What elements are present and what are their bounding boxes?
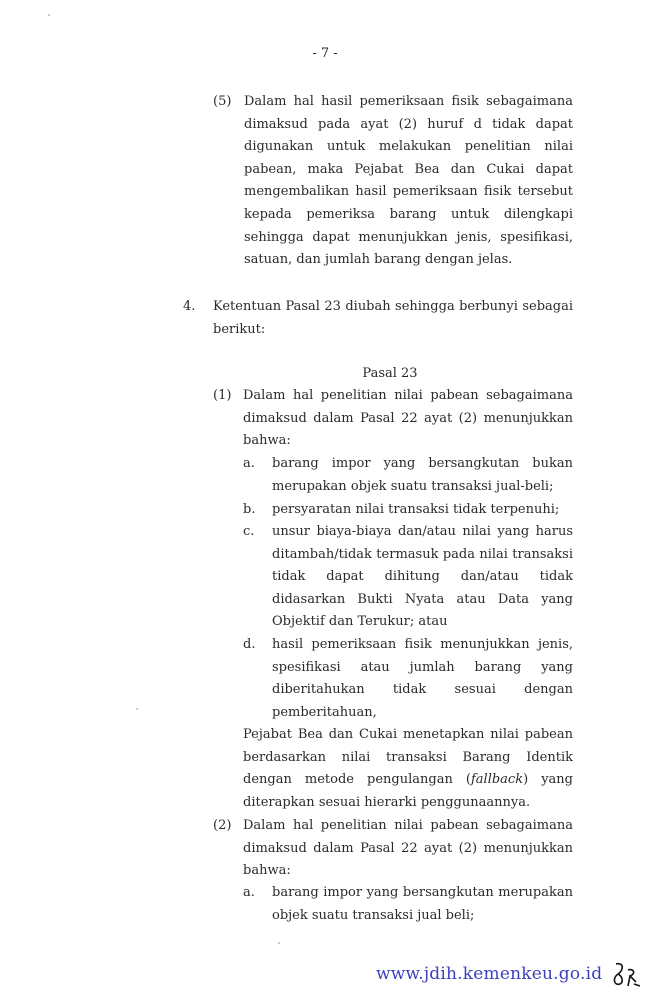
text-line: bahwa: (243, 863, 291, 879)
item-label: c. (243, 524, 255, 539)
item-label: a. (243, 456, 255, 471)
text-segment: ) yang (523, 772, 573, 788)
text-line: hasil pemeriksaan fisik menunjukkan jenis, (272, 637, 573, 652)
text-line: kepada pemeriksa barang untuk dilengkapi (244, 207, 573, 222)
text-line: merupakan objek suatu transaksi jual-beli; (272, 478, 554, 494)
text-line: barang impor yang bersangkutan bukan (272, 456, 573, 471)
pasal-heading: Pasal 23 (362, 366, 418, 381)
text-line: Dalam hal hasil pemeriksaan fisik sebagaimana (244, 94, 573, 109)
text-line: Dalam hal penelitian nilai pabean sebagaimana (243, 388, 573, 403)
text-line: ditambah/tidak termasuk pada nilai transaksi (272, 546, 573, 562)
text-line (243, 771, 573, 789)
text-line: dimaksud pada ayat (2) huruf d tidak dapat (244, 116, 573, 132)
italic-term: fallback (470, 772, 524, 788)
text-line: Pejabat Bea dan Cukai menetapkan nilai pabean (243, 727, 573, 742)
page-number: - 7 - (312, 46, 338, 61)
text-line: pabean, maka Pejabat Bea dan Cukai dapat (244, 161, 573, 177)
text-line: pemberitahuan, (272, 704, 377, 720)
signature-initials-icon (610, 960, 644, 994)
item-label: (2) (213, 818, 232, 833)
item-label: 4. (183, 299, 196, 314)
footer-url-link[interactable]: www.jdih.kemenkeu.go.id (376, 964, 603, 984)
text-line: digunakan untuk melakukan penelitian nilai (244, 139, 573, 155)
text-line: objek suatu transaksi jual beli; (272, 907, 475, 923)
text-line: dimaksud dalam Pasal 22 ayat (2) menunjukkan (243, 840, 573, 856)
text-line: sehingga dapat menunjukkan jenis, spesifikasi, (244, 229, 573, 245)
text-line: berdasarkan nilai transaksi Barang Identik (243, 749, 573, 765)
text-line: berikut: (213, 321, 266, 337)
text-line: unsur biaya-biaya dan/atau nilai yang harus (272, 524, 573, 539)
text-line: tidak dapat dihitung dan/atau tidak (272, 569, 573, 585)
text-line: mengembalikan hasil pemeriksaan fisik tersebut (244, 184, 573, 200)
text-line: diberitahukan tidak sesuai dengan (272, 682, 573, 698)
item-label: b. (243, 502, 256, 517)
text-line: bahwa: (243, 433, 291, 449)
text-line: Ketentuan Pasal 23 diubah sehingga berbunyi sebagai (213, 299, 573, 314)
item-label: (1) (213, 388, 232, 403)
text-line: Objektif dan Terukur; atau (272, 614, 448, 630)
text-line: barang impor yang bersangkutan merupakan (272, 885, 573, 900)
text-line: Dalam hal penelitian nilai pabean sebagaimana (243, 818, 573, 833)
scan-speck (48, 14, 50, 16)
scan-speck (136, 708, 138, 710)
item-label: d. (243, 637, 256, 652)
item-label: (5) (213, 94, 232, 109)
text-line: didasarkan Bukti Nyata atau Data yang (272, 591, 573, 607)
text-line: satuan, dan jumlah barang dengan jelas. (244, 252, 513, 268)
text-line: diterapkan sesuai hierarki penggunaannya. (243, 794, 531, 810)
text-line: dimaksud dalam Pasal 22 ayat (2) menunjukkan (243, 410, 573, 426)
text-segment: dengan metode pengulangan ( (243, 772, 471, 788)
scan-speck (278, 942, 280, 944)
item-label: a. (243, 885, 255, 900)
text-line: persyaratan nilai transaksi tidak terpenuhi; (272, 502, 560, 517)
text-line: spesifikasi atau jumlah barang yang (272, 659, 573, 675)
